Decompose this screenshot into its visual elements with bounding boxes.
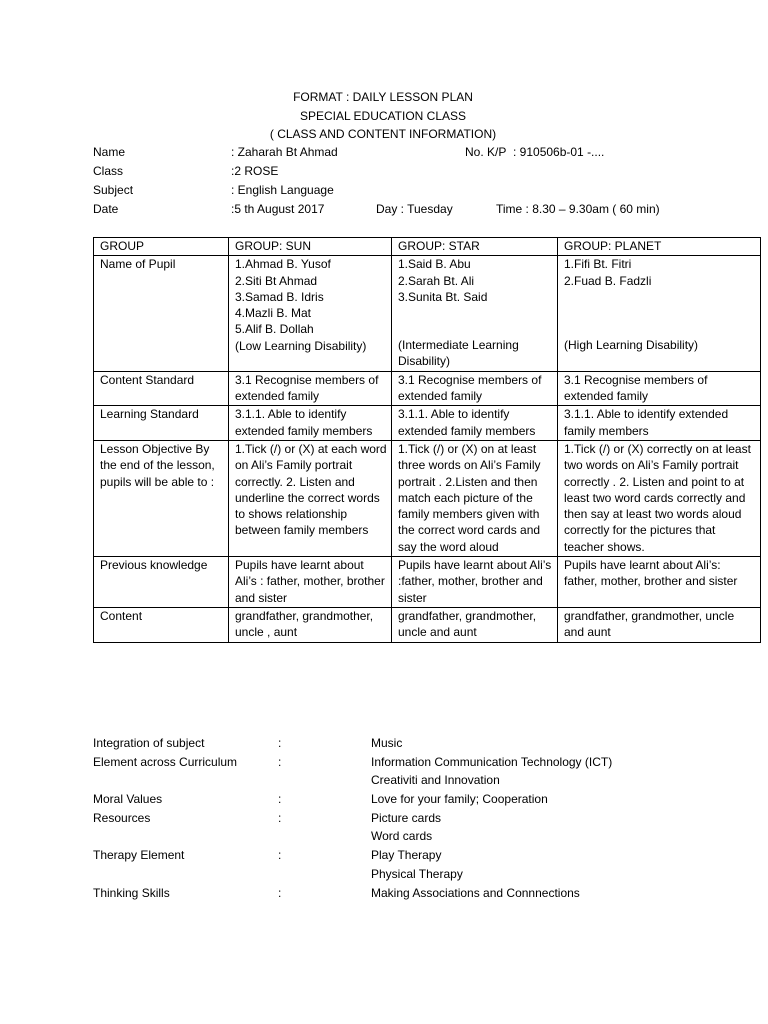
disability-level: (Intermediate Learning Disability) xyxy=(398,338,519,369)
thinking-value: Making Associations and Connnections xyxy=(371,885,580,900)
learning-standard-star: 3.1.1. Able to identify extended family members xyxy=(392,406,558,441)
previous-knowledge-star: Pupils have learnt about Ali’s :father, mother, brother and sister xyxy=(392,557,558,608)
document-subtitle-2: ( CLASS AND CONTENT INFORMATION) xyxy=(269,127,497,141)
row-label-content: Content xyxy=(94,607,229,642)
content-sun: grandfather, grandmother, uncle , aunt xyxy=(229,607,392,642)
kp-label: No. K/P xyxy=(465,145,507,159)
learning-standard-planet: 3.1.1. Able to identify extended family members xyxy=(558,406,761,441)
table-row-previous-knowledge xyxy=(94,557,761,608)
disability-level: (Low Learning Disability) xyxy=(235,338,367,353)
colon: : xyxy=(278,736,282,750)
content-standard-planet: 3.1 Recognise members of extended family xyxy=(558,371,761,406)
lesson-table xyxy=(93,237,761,643)
integration-value: Music xyxy=(371,736,403,750)
pupils-cell-sun xyxy=(229,256,392,371)
date-label: Date xyxy=(93,202,119,216)
pupil-name: 1.Ahmad B. Yusof xyxy=(235,257,331,272)
document-header xyxy=(93,88,673,144)
row-label-previous-knowledge: Previous knowledge xyxy=(94,557,229,608)
previous-knowledge-planet: Pupils have learnt about Ali’s: father, mother, brother and sister xyxy=(558,557,761,608)
info-row-date xyxy=(93,200,733,219)
integration-label: Integration of subject xyxy=(93,736,205,750)
extras-row-therapy-2 xyxy=(93,865,733,884)
pupil-name: 2.Fuad B. Fadzli xyxy=(564,273,652,288)
pupils-cell-planet xyxy=(558,256,761,371)
class-label: Class xyxy=(93,164,124,178)
subject-value: : English Language xyxy=(231,183,334,197)
element-value: Information Communication Technology (ICT) xyxy=(371,754,613,769)
resources-value: Picture cards xyxy=(371,810,442,825)
row-label-content-standard: Content Standard xyxy=(94,371,229,406)
colon: : xyxy=(278,848,282,863)
pupil-name: 2.Sarah Bt. Ali xyxy=(398,273,475,288)
colon: : xyxy=(278,792,282,807)
colon: : xyxy=(278,885,282,900)
content-planet: grandfather, grandmother, uncle and aunt xyxy=(558,607,761,642)
extras-row-resources-2 xyxy=(93,827,733,846)
header-cell-star: GROUP: STAR xyxy=(392,238,558,256)
element-value: Creativiti and Innovation xyxy=(371,773,500,788)
lesson-extras xyxy=(93,734,733,902)
header-cell-sun: GROUP: SUN xyxy=(229,238,392,256)
extras-row-resources xyxy=(93,809,733,828)
thinking-label: Thinking Skills xyxy=(93,885,170,900)
extras-row-element-2 xyxy=(93,771,733,790)
objective-sun: 1.Tick (/) or (X) at each word on Ali’s Family portrait correctly. 2. Listen and underline the correct words to shows relationship between family members xyxy=(229,440,392,556)
objective-star: 1.Tick (/) or (X) on at least three words on Ali’s Family portrait . 2.Listen and then match each picture of the family members given with the correct word cards and say the word aloud xyxy=(392,440,558,556)
table-header-row xyxy=(94,238,761,256)
date-value: :5 th August 2017 xyxy=(231,202,325,216)
pupil-name: 3.Sunita Bt. Said xyxy=(398,289,488,304)
content-star: grandfather, grandmother, uncle and aunt xyxy=(392,607,558,642)
info-row-class xyxy=(93,162,733,181)
pupil-name: 1.Said B. Abu xyxy=(398,257,471,272)
moral-value: Love for your family; Cooperation xyxy=(371,792,548,807)
table-row-objective xyxy=(94,440,761,556)
info-row-name xyxy=(93,143,733,162)
pupil-name: 1.Fifi Bt. Fitri xyxy=(564,257,632,272)
name-label: Name xyxy=(93,145,126,159)
document-subtitle: SPECIAL EDUCATION CLASS xyxy=(299,108,467,123)
content-standard-star: 3.1 Recognise members of extended family xyxy=(392,371,558,406)
table-row-pupils xyxy=(94,256,761,371)
kp-value: : 910506b-01 -.... xyxy=(513,145,605,159)
therapy-label: Therapy Element xyxy=(93,848,185,863)
row-label-objective: Lesson Objective By the end of the lesson, pupils will be able to : xyxy=(94,440,229,556)
pupils-cell-star xyxy=(392,256,558,371)
class-info xyxy=(93,143,733,219)
row-label-pupils: Name of Pupil xyxy=(94,256,229,371)
resources-label: Resources xyxy=(93,810,151,825)
extras-row-integration xyxy=(93,734,733,753)
day-text: Day : Tuesday xyxy=(376,202,453,216)
colon: : xyxy=(278,754,282,769)
table-row-content xyxy=(94,607,761,642)
extras-row-element xyxy=(93,753,733,772)
objective-planet: 1.Tick (/) or (X) correctly on at least two words on Ali’s Family portrait correctly . 2. Listen and point to at least two word cards correctly and then say at least two words aloud correctly for the pictures that teacher shows. xyxy=(558,440,761,556)
disability-level: (High Learning Disability) xyxy=(564,337,699,352)
extras-row-therapy xyxy=(93,846,733,865)
element-label: Element across Curriculum xyxy=(93,754,238,769)
therapy-value: Physical Therapy xyxy=(371,866,463,881)
colon: : xyxy=(278,810,282,825)
subject-label: Subject xyxy=(93,183,134,197)
header-cell-group: GROUP xyxy=(94,238,229,256)
table-row-content-standard xyxy=(94,371,761,406)
extras-row-thinking xyxy=(93,884,733,903)
pupil-name: 2.Siti Bt Ahmad xyxy=(235,273,318,288)
table-row-learning-standard xyxy=(94,406,761,441)
therapy-value: Play Therapy xyxy=(371,848,442,863)
info-row-subject xyxy=(93,181,733,200)
row-label-learning-standard: Learning Standard xyxy=(94,406,229,441)
pupil-name: 4.Mazli B. Mat xyxy=(235,306,312,321)
time-text: Time : 8.30 – 9.30am ( 60 min) xyxy=(496,202,660,216)
learning-standard-sun: 3.1.1. Able to identify extended family members xyxy=(229,406,392,441)
pupil-name: 5.Alif B. Dollah xyxy=(235,322,314,337)
resources-value: Word cards xyxy=(371,829,433,844)
content-standard-sun: 3.1 Recognise members of extended family xyxy=(229,371,392,406)
moral-label: Moral Values xyxy=(93,792,163,807)
class-value: :2 ROSE xyxy=(231,164,279,178)
name-value: : Zaharah Bt Ahmad xyxy=(231,145,338,159)
pupil-name: 3.Samad B. Idris xyxy=(235,289,324,304)
previous-knowledge-sun: Pupils have learnt about Ali’s : father, mother, brother and sister xyxy=(229,557,392,608)
extras-row-moral xyxy=(93,790,733,809)
document-title: FORMAT : DAILY LESSON PLAN xyxy=(293,90,473,104)
header-cell-planet: GROUP: PLANET xyxy=(558,238,761,256)
